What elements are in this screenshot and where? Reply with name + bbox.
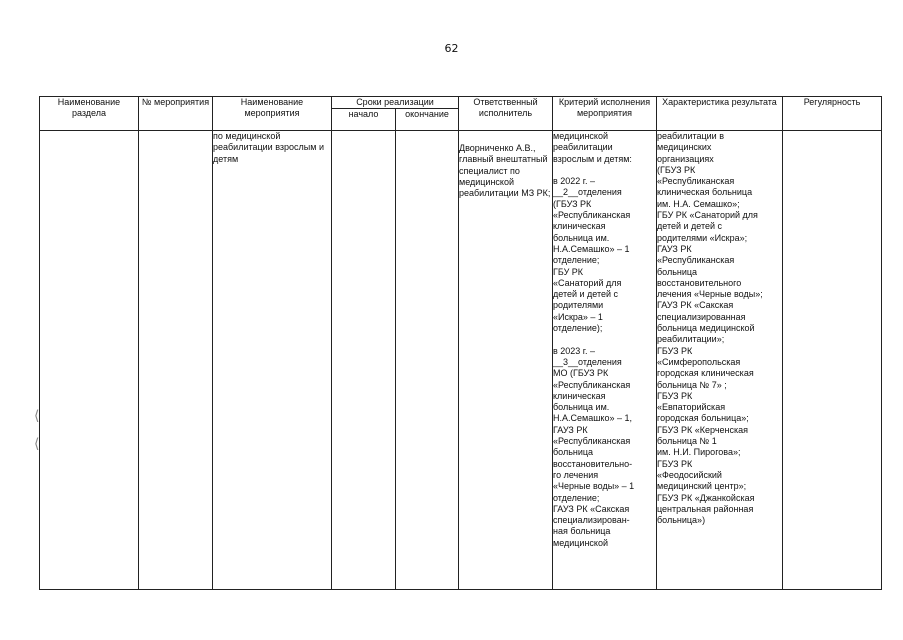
characteristic-line: «Евпаторийская: [657, 402, 726, 413]
criterion-line: «Санаторий для: [553, 277, 622, 288]
characteristic-line: родителями «Искра»;: [657, 232, 748, 243]
characteristic-line: ГБУЗ РК: [657, 345, 693, 356]
criterion-line: МО (ГБУЗ РК: [553, 368, 609, 379]
cell-responsible: Дворниченко А.В., главный внештатный специалист по медицинской реабилитации МЗ РК;: [459, 131, 553, 590]
criterion-line: больница им.: [553, 232, 610, 243]
characteristic-line: ГБУЗ РК: [657, 390, 693, 401]
characteristic-line: им. Н.А. Семашко»;: [657, 198, 740, 209]
margin-mark: ⟨: [34, 436, 40, 452]
header-number: № мероприятия: [139, 97, 213, 131]
characteristic-line: детей и детей с: [657, 221, 723, 232]
cell-criterion: [553, 131, 657, 590]
criterion-line: __3__отделения: [553, 356, 622, 367]
criterion-line: ГАУЗ РК «Сакская: [553, 503, 630, 514]
criterion-line: отделение;: [553, 255, 600, 266]
criterion-line: специализирован-: [553, 515, 630, 526]
characteristic-line: клиническая больница: [657, 187, 753, 198]
characteristic-line: реабилитации»;: [657, 334, 725, 345]
characteristic-line: ГБУЗ РК «Керченская: [657, 424, 749, 435]
characteristic-line: лечения «Черные воды»;: [657, 289, 763, 300]
cell-section-name: [40, 131, 139, 590]
header-start: начало: [332, 109, 396, 131]
characteristic-line: больница № 1: [657, 436, 717, 447]
criterion-line: отделение;: [553, 492, 600, 503]
cell-regularity: [783, 131, 882, 590]
events-table: [39, 96, 882, 590]
characteristic-line: восстановительного: [657, 277, 742, 288]
cell-number: [139, 131, 213, 590]
criterion-line: взрослым и детям:: [553, 153, 632, 164]
criterion-line: родителями: [553, 300, 604, 311]
criterion-line: ная больница: [553, 526, 611, 537]
header-criterion: Критерий исполнения мероприятия: [553, 97, 657, 131]
characteristic-line: городская больница»;: [657, 413, 749, 424]
characteristic-line: «Республиканская: [657, 176, 735, 187]
criterion-line: медицинской: [553, 537, 608, 548]
characteristic-line: больница медицинской: [657, 323, 755, 334]
cell-end: [396, 131, 459, 590]
header-responsible: Ответственный исполнитель: [459, 97, 553, 131]
criterion-line: ГАУЗ РК: [553, 424, 588, 435]
criterion-line: «Республиканская: [553, 379, 631, 390]
characteristic-line: медицинский центр»;: [657, 481, 747, 492]
characteristic-line: «Феодосийский: [657, 469, 722, 480]
criterion-line: __2__отделения: [553, 187, 622, 198]
characteristic-line: центральная районная: [657, 503, 754, 514]
cell-event-name: по медицинской реабилитации взрослым и детям: [213, 131, 332, 590]
characteristic-line: больница № 7» ;: [657, 379, 727, 390]
criterion-line: «Республиканская: [553, 210, 631, 221]
characteristic-line: ГБУЗ РК «Джанкойская: [657, 492, 755, 503]
characteristic-line: больница»): [657, 515, 706, 526]
criterion-line: больница им.: [553, 402, 610, 413]
criterion-line: клиническая: [553, 390, 606, 401]
criterion-line: [553, 165, 656, 176]
characteristic-line: организациях: [657, 153, 714, 164]
characteristic-line: «Симферопольская: [657, 356, 741, 367]
characteristic-line: реабилитации в: [657, 131, 724, 141]
criterion-line: ГБУ РК: [553, 266, 584, 277]
characteristic-line: ГАУЗ РК «Сакская: [657, 300, 734, 311]
page-number: 62: [444, 42, 459, 55]
criterion-line: больница: [553, 447, 594, 458]
characteristic-line: медицинских: [657, 142, 712, 153]
header-event-name: Наименование мероприятия: [213, 97, 332, 131]
criterion-line: в 2023 г. –: [553, 345, 595, 356]
criterion-line: в 2022 г. –: [553, 176, 595, 187]
criterion-line: детей и детей с: [553, 289, 619, 300]
cell-characteristic: [657, 131, 783, 590]
criterion-line: «Республиканская: [553, 436, 631, 447]
table-row: [40, 131, 882, 590]
criterion-line: «Искра» – 1: [553, 311, 603, 322]
characteristic-line: им. Н.И. Пирогова»;: [657, 447, 741, 458]
header-end: окончание: [396, 109, 459, 131]
characteristic-line: специализированная: [657, 311, 746, 322]
characteristic-line: ГАУЗ РК: [657, 243, 692, 254]
criterion-line: Н.А.Семашко» – 1: [553, 243, 630, 254]
criterion-line: клиническая: [553, 221, 606, 232]
characteristic-line: «Республиканская: [657, 255, 735, 266]
criterion-line: реабилитации: [553, 142, 613, 153]
criterion-line: «Черные воды» – 1: [553, 481, 635, 492]
characteristic-line: (ГБУЗ РК: [657, 164, 696, 175]
criterion-line: [553, 334, 656, 345]
header-regularity: Регулярность: [783, 97, 882, 131]
header-section-name: Наименование раздела: [40, 97, 139, 131]
header-terms: Сроки реализации: [332, 97, 459, 109]
criterion-line: го лечения: [553, 469, 599, 480]
characteristic-line: больница: [657, 266, 698, 277]
criterion-line: восстановительно-: [553, 458, 633, 469]
criterion-line: медицинской: [553, 131, 608, 141]
margin-mark: ⟨: [34, 408, 40, 424]
header-characteristic: Характеристика результата: [657, 97, 783, 131]
criterion-line: Н.А.Семашко» – 1,: [553, 413, 632, 424]
characteristic-line: ГБУЗ РК: [657, 458, 693, 469]
criterion-line: (ГБУЗ РК: [553, 198, 592, 209]
criterion-line: отделение);: [553, 323, 603, 334]
cell-start: [332, 131, 396, 590]
characteristic-line: городская клиническая: [657, 368, 754, 379]
characteristic-line: ГБУ РК «Санаторий для: [657, 210, 758, 221]
